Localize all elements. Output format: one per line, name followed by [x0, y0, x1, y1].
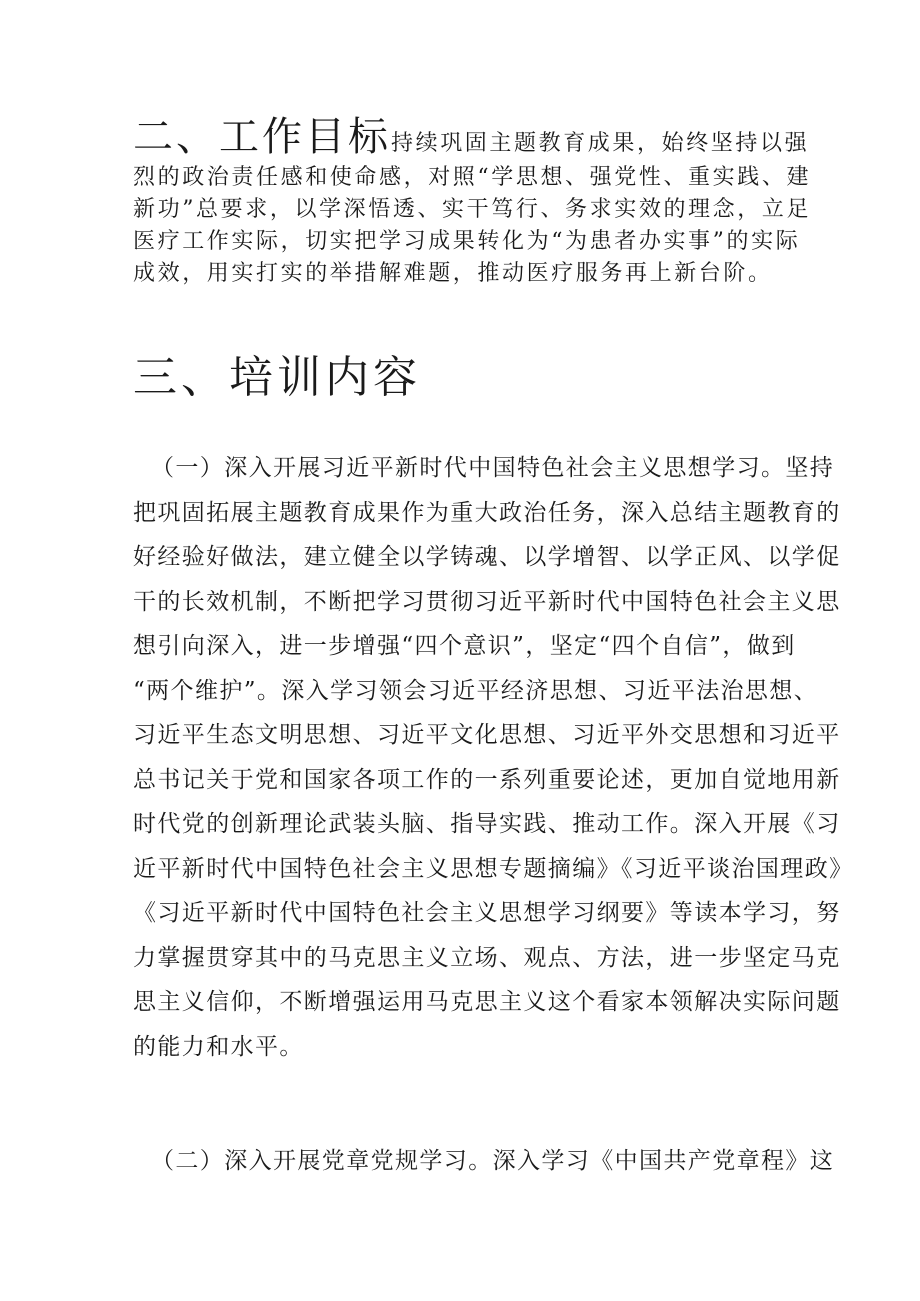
- work-goals-text-line: 医疗工作实际，切实把学习成果转化为“为患者办实事”的实际: [133, 229, 801, 254]
- paragraph-line: 想引向深入，进一步增强“四个意识”，坚定“四个自信”，做到: [133, 633, 796, 659]
- paragraph-line: 干的长效机制，不断把学习贯彻习近平新时代中国特色社会主义思: [133, 588, 841, 615]
- paragraph-line: 近平新时代中国特色社会主义思想专题摘编》《习近平谈治国理政》: [133, 855, 854, 882]
- paragraph-line: 《习近平新时代中国特色社会主义思想学习纲要》等读本学习，努: [133, 900, 841, 926]
- paragraph-line: 好经验好做法，建立健全以学铸魂、以学增智、以学正风、以学促: [133, 544, 841, 570]
- paragraph-line: 总书记关于党和国家各项工作的一系列重要论述，更加自觉地用新: [133, 766, 841, 793]
- paragraph-line: “两个维护”。深入学习领会习近平经济思想、习近平法治思想、: [133, 677, 819, 704]
- paragraph-line: 把巩固拓展主题教育成果作为重大政治任务，深入总结主题教育的: [133, 499, 841, 526]
- section-work-goals-first-line: [133, 112, 810, 162]
- training-content-heading: 三、培训内容: [133, 352, 421, 403]
- paragraph-line: 力掌握贯穿其中的马克思主义立场、观点、方法，进一步坚定马克: [133, 944, 841, 971]
- work-goals-text-line: 新功”总要求，以学深悟透、实干笃行、务求实效的理念，立足: [133, 197, 812, 222]
- work-goals-text-line: 成效，用实打实的举措解难题，推动医疗服务再上新台阶。: [133, 261, 773, 286]
- work-goals-text-line: 烈的政治责任感和使命感，对照“学思想、强党性、重实践、建: [133, 165, 812, 190]
- paragraph-line: 时代党的创新理论武装头脑、指导实践、推动工作。深入开展《习: [133, 811, 841, 837]
- paragraph-line: （二）深入开展党章党规学习。深入学习《中国共产党章程》这: [151, 1148, 835, 1174]
- paragraph-line: 习近平生态文明思想、习近平文化思想、习近平外交思想和习近平: [133, 722, 841, 748]
- paragraph-party-constitution-study: [133, 1139, 835, 1184]
- paragraph-line: （一）深入开展习近平新时代中国特色社会主义思想学习。坚持: [151, 455, 835, 481]
- paragraph-line: 思主义信仰，不断增强运用马克思主义这个看家本领解决实际问题: [133, 989, 841, 1015]
- work-goals-heading: 二、工作目标: [133, 114, 391, 160]
- work-goals-text-line: 持续巩固主题教育成果，始终坚持以强: [391, 131, 810, 156]
- paragraph-line: 的能力和水平。: [133, 1033, 304, 1060]
- section-work-goals: [133, 112, 812, 290]
- paragraph-xi-thought-study: [133, 446, 854, 1069]
